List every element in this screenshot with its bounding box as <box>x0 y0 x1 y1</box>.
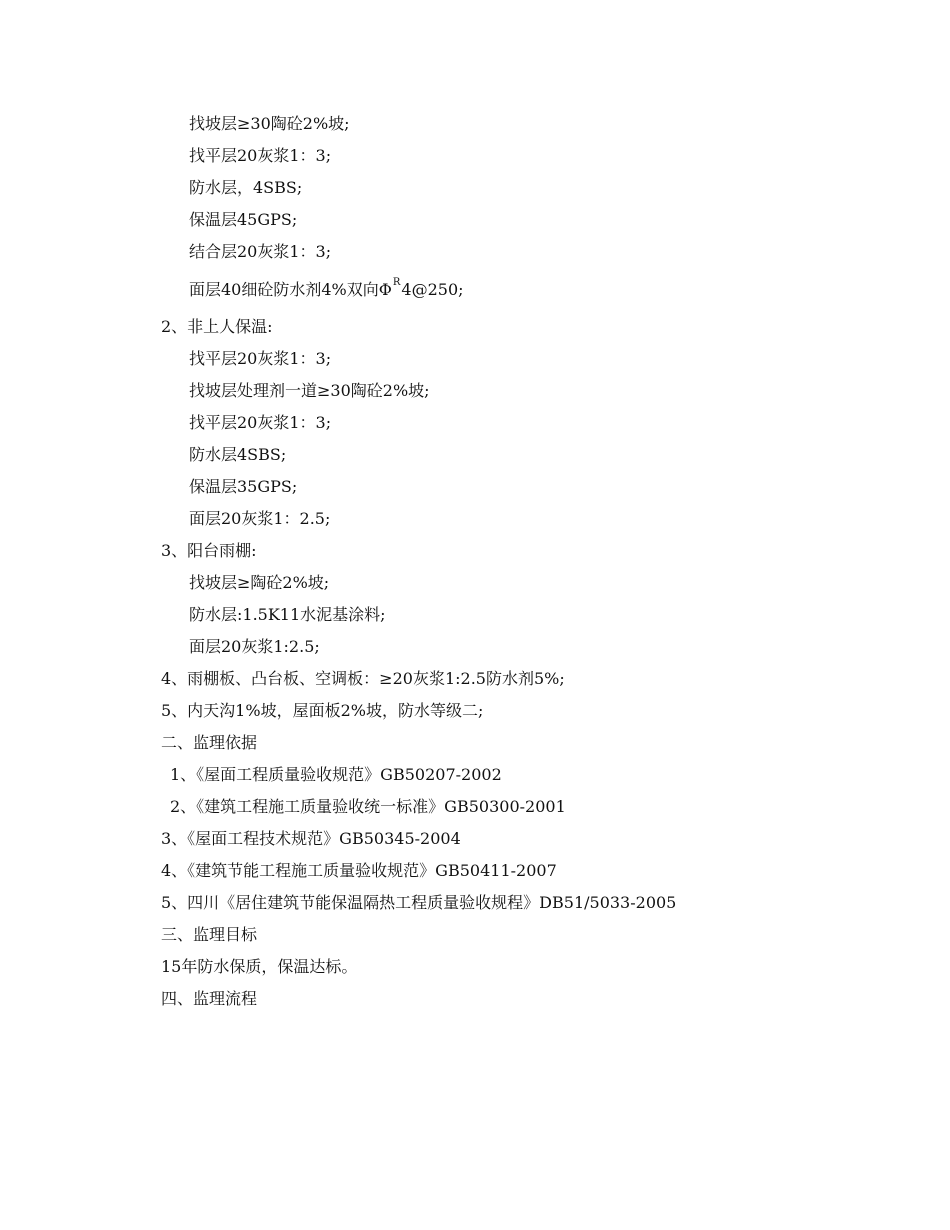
text-fragment: 4@250; <box>401 280 464 299</box>
list-item: 2、《建筑工程施工质量验收统一标准》GB50300-2001 <box>170 797 566 816</box>
section-heading: 四、监理流程 <box>161 989 258 1008</box>
text-line: 找平层20灰浆1：3; <box>189 413 332 432</box>
text-line: 找平层20灰浆1：3; <box>189 146 332 165</box>
text-line: 保温层35GPS; <box>189 477 298 496</box>
text-line: 4、雨棚板、凸台板、空调板：≥20灰浆1:2.5防水剂5%; <box>161 669 565 688</box>
text-line: 找平层20灰浆1：3; <box>189 349 332 368</box>
superscript: R <box>392 277 401 288</box>
text-line: 找坡层≥30陶砼2%坡; <box>189 114 350 133</box>
text-line: 面层20灰浆1:2.5; <box>189 637 320 656</box>
text-line: 结合层20灰浆1：3; <box>189 242 332 261</box>
text-fragment: 面层40细砼防水剂4%双向Φ <box>189 280 392 299</box>
section-heading: 二、监理依据 <box>161 733 258 752</box>
section-heading: 三、监理目标 <box>161 925 258 944</box>
text-line-with-superscript <box>189 277 464 303</box>
text-line: 面层20灰浆1：2.5; <box>189 509 331 528</box>
text-line: 找坡层处理剂一道≥30陶砼2%坡; <box>189 381 430 400</box>
list-item: 4、《建筑节能工程施工质量验收规范》GB50411-2007 <box>161 861 557 880</box>
section-heading: 3、阳台雨棚: <box>161 541 257 560</box>
text-line: 找坡层≥陶砼2%坡; <box>189 573 330 592</box>
list-item: 3、《屋面工程技术规范》GB50345-2004 <box>161 829 461 848</box>
text-line: 15年防水保质，保温达标。 <box>161 957 358 976</box>
text-line: 防水层:1.5K11水泥基涂料; <box>189 605 386 624</box>
text-line: 保温层45GPS; <box>189 210 298 229</box>
list-item: 5、四川《居住建筑节能保温隔热工程质量验收规程》DB51/5033-2005 <box>161 893 677 912</box>
text-line: 防水层4SBS; <box>189 445 287 464</box>
text-line: 5、内天沟1%坡，屋面板2%坡，防水等级二; <box>161 701 484 720</box>
section-heading: 2、非上人保温: <box>161 317 273 336</box>
text-line: 防水层，4SBS; <box>189 178 303 197</box>
list-item: 1、《屋面工程质量验收规范》GB50207-2002 <box>170 765 502 784</box>
